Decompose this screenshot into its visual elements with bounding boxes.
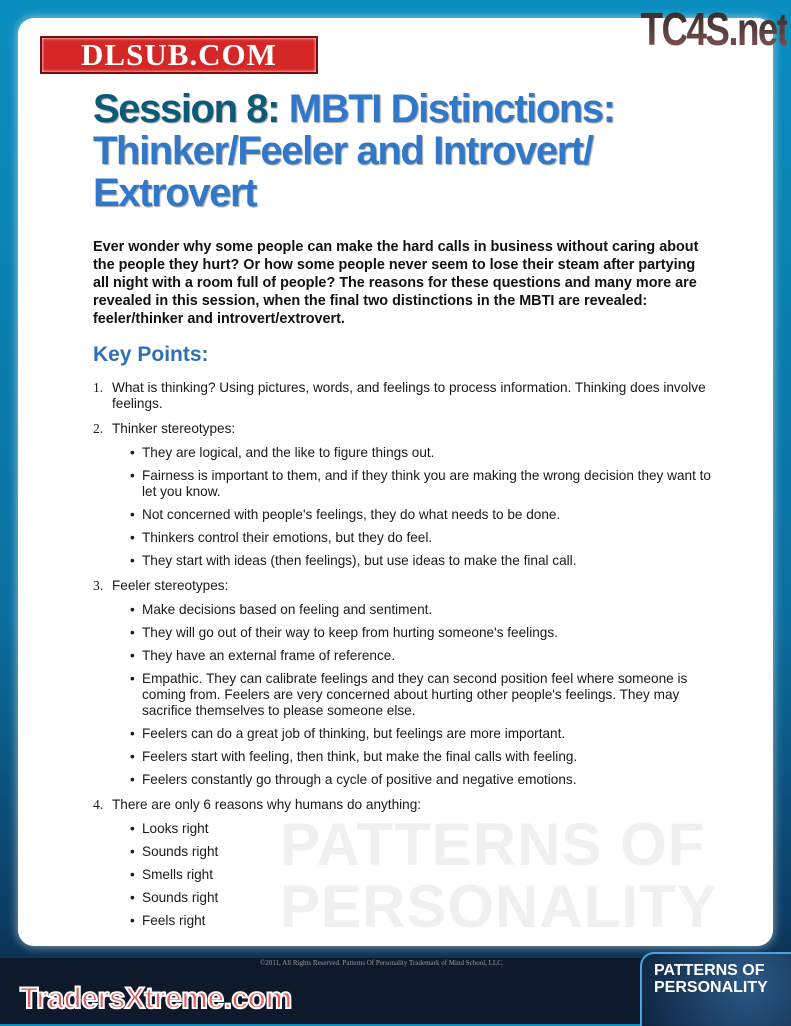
point-text: Feeler stereotypes: — [112, 578, 229, 593]
bullet-item: • They are logical, and the like to figure things out. — [130, 445, 713, 461]
key-point — [93, 578, 713, 788]
bullet-item: • Feelers can do a great job of thinking, but feelings are more important. — [130, 726, 713, 742]
bullet-item: • Sounds right — [130, 890, 713, 906]
watermark-dlsub: DLSUB.COM — [40, 36, 318, 74]
bullet-item: • Not concerned with people's feelings, they do what needs to be done. — [130, 507, 713, 523]
watermark-tradersxtreme: TradersXtreme.com — [20, 982, 292, 1015]
bullet-item: • They start with ideas (then feelings), but use ideas to make the final call. — [130, 553, 713, 569]
point-text: What is thinking? Using pictures, words, and feelings to process information. Thinking does involve feelings. — [112, 380, 706, 411]
page-title — [93, 88, 733, 214]
watermark-tc4s: TC4S.net — [640, 3, 787, 55]
bullet-list — [112, 445, 713, 569]
copyright-footer: ©2011, All Rights Reserved. Patterns Of Personality Trademark of Mind School, LLC. — [260, 959, 504, 967]
bullet-item: • They will go out of their way to keep from hurting someone's feelings. — [130, 625, 713, 641]
point-number: 3. — [93, 578, 104, 593]
bullet-list — [112, 821, 713, 929]
bullet-item: • Smells right — [130, 867, 713, 883]
bullet-item: • Feelers start with feeling, then think, but make the final calls with feeling. — [130, 749, 713, 765]
bullet-item: • Feelers constantly go through a cycle of positive and negative emotions. — [130, 772, 713, 788]
key-point — [93, 380, 713, 412]
bullet-list — [112, 602, 713, 788]
bullet-item: • Fairness is important to them, and if they think you are making the wrong decision they want to let you know. — [130, 468, 713, 500]
key-point — [93, 797, 713, 929]
point-text: Thinker stereotypes: — [112, 421, 236, 436]
brand-logo-text: PATTERNS OF PERSONALITY — [654, 962, 768, 996]
bullet-item: • Looks right — [130, 821, 713, 837]
background-watermark: PATTERNS OF PERSONALITY — [280, 811, 718, 940]
bullet-item: • Empathic. They can calibrate feelings and they can second position feel where someone is coming from. Feelers are very concerned about hurting other people's feelings. They may sacrifice themselves to please someone else. — [130, 671, 713, 719]
bullet-item: • They have an external frame of reference. — [130, 648, 713, 664]
point-number: 4. — [93, 797, 104, 812]
key-points-list — [93, 380, 713, 938]
bullet-item: • Make decisions based on feeling and sentiment. — [130, 602, 713, 618]
point-text: There are only 6 reasons why humans do anything: — [112, 797, 422, 812]
key-point — [93, 421, 713, 569]
bullet-item: • Feels right — [130, 913, 713, 929]
intro-paragraph: Ever wonder why some people can make the hard calls in business without caring about the people they hurt? Or how some people never seem to lose their steam after partying all night with a room full of people? The reasons for these questions and many more are revealed in this session, when the final two distinctions in the MBTI are revealed: feeler/thinker and introvert/extrovert. — [93, 239, 699, 327]
title-main: MBTI Distinctions: Thinker/Feeler and Introvert/ Extrovert — [93, 87, 615, 215]
key-points-heading: Key Points: — [93, 343, 209, 366]
bullet-item: • Sounds right — [130, 844, 713, 860]
bullet-item: • Thinkers control their emotions, but they do feel. — [130, 530, 713, 546]
point-number: 1. — [93, 380, 104, 395]
point-number: 2. — [93, 421, 104, 436]
session-label: Session 8: — [93, 87, 280, 131]
